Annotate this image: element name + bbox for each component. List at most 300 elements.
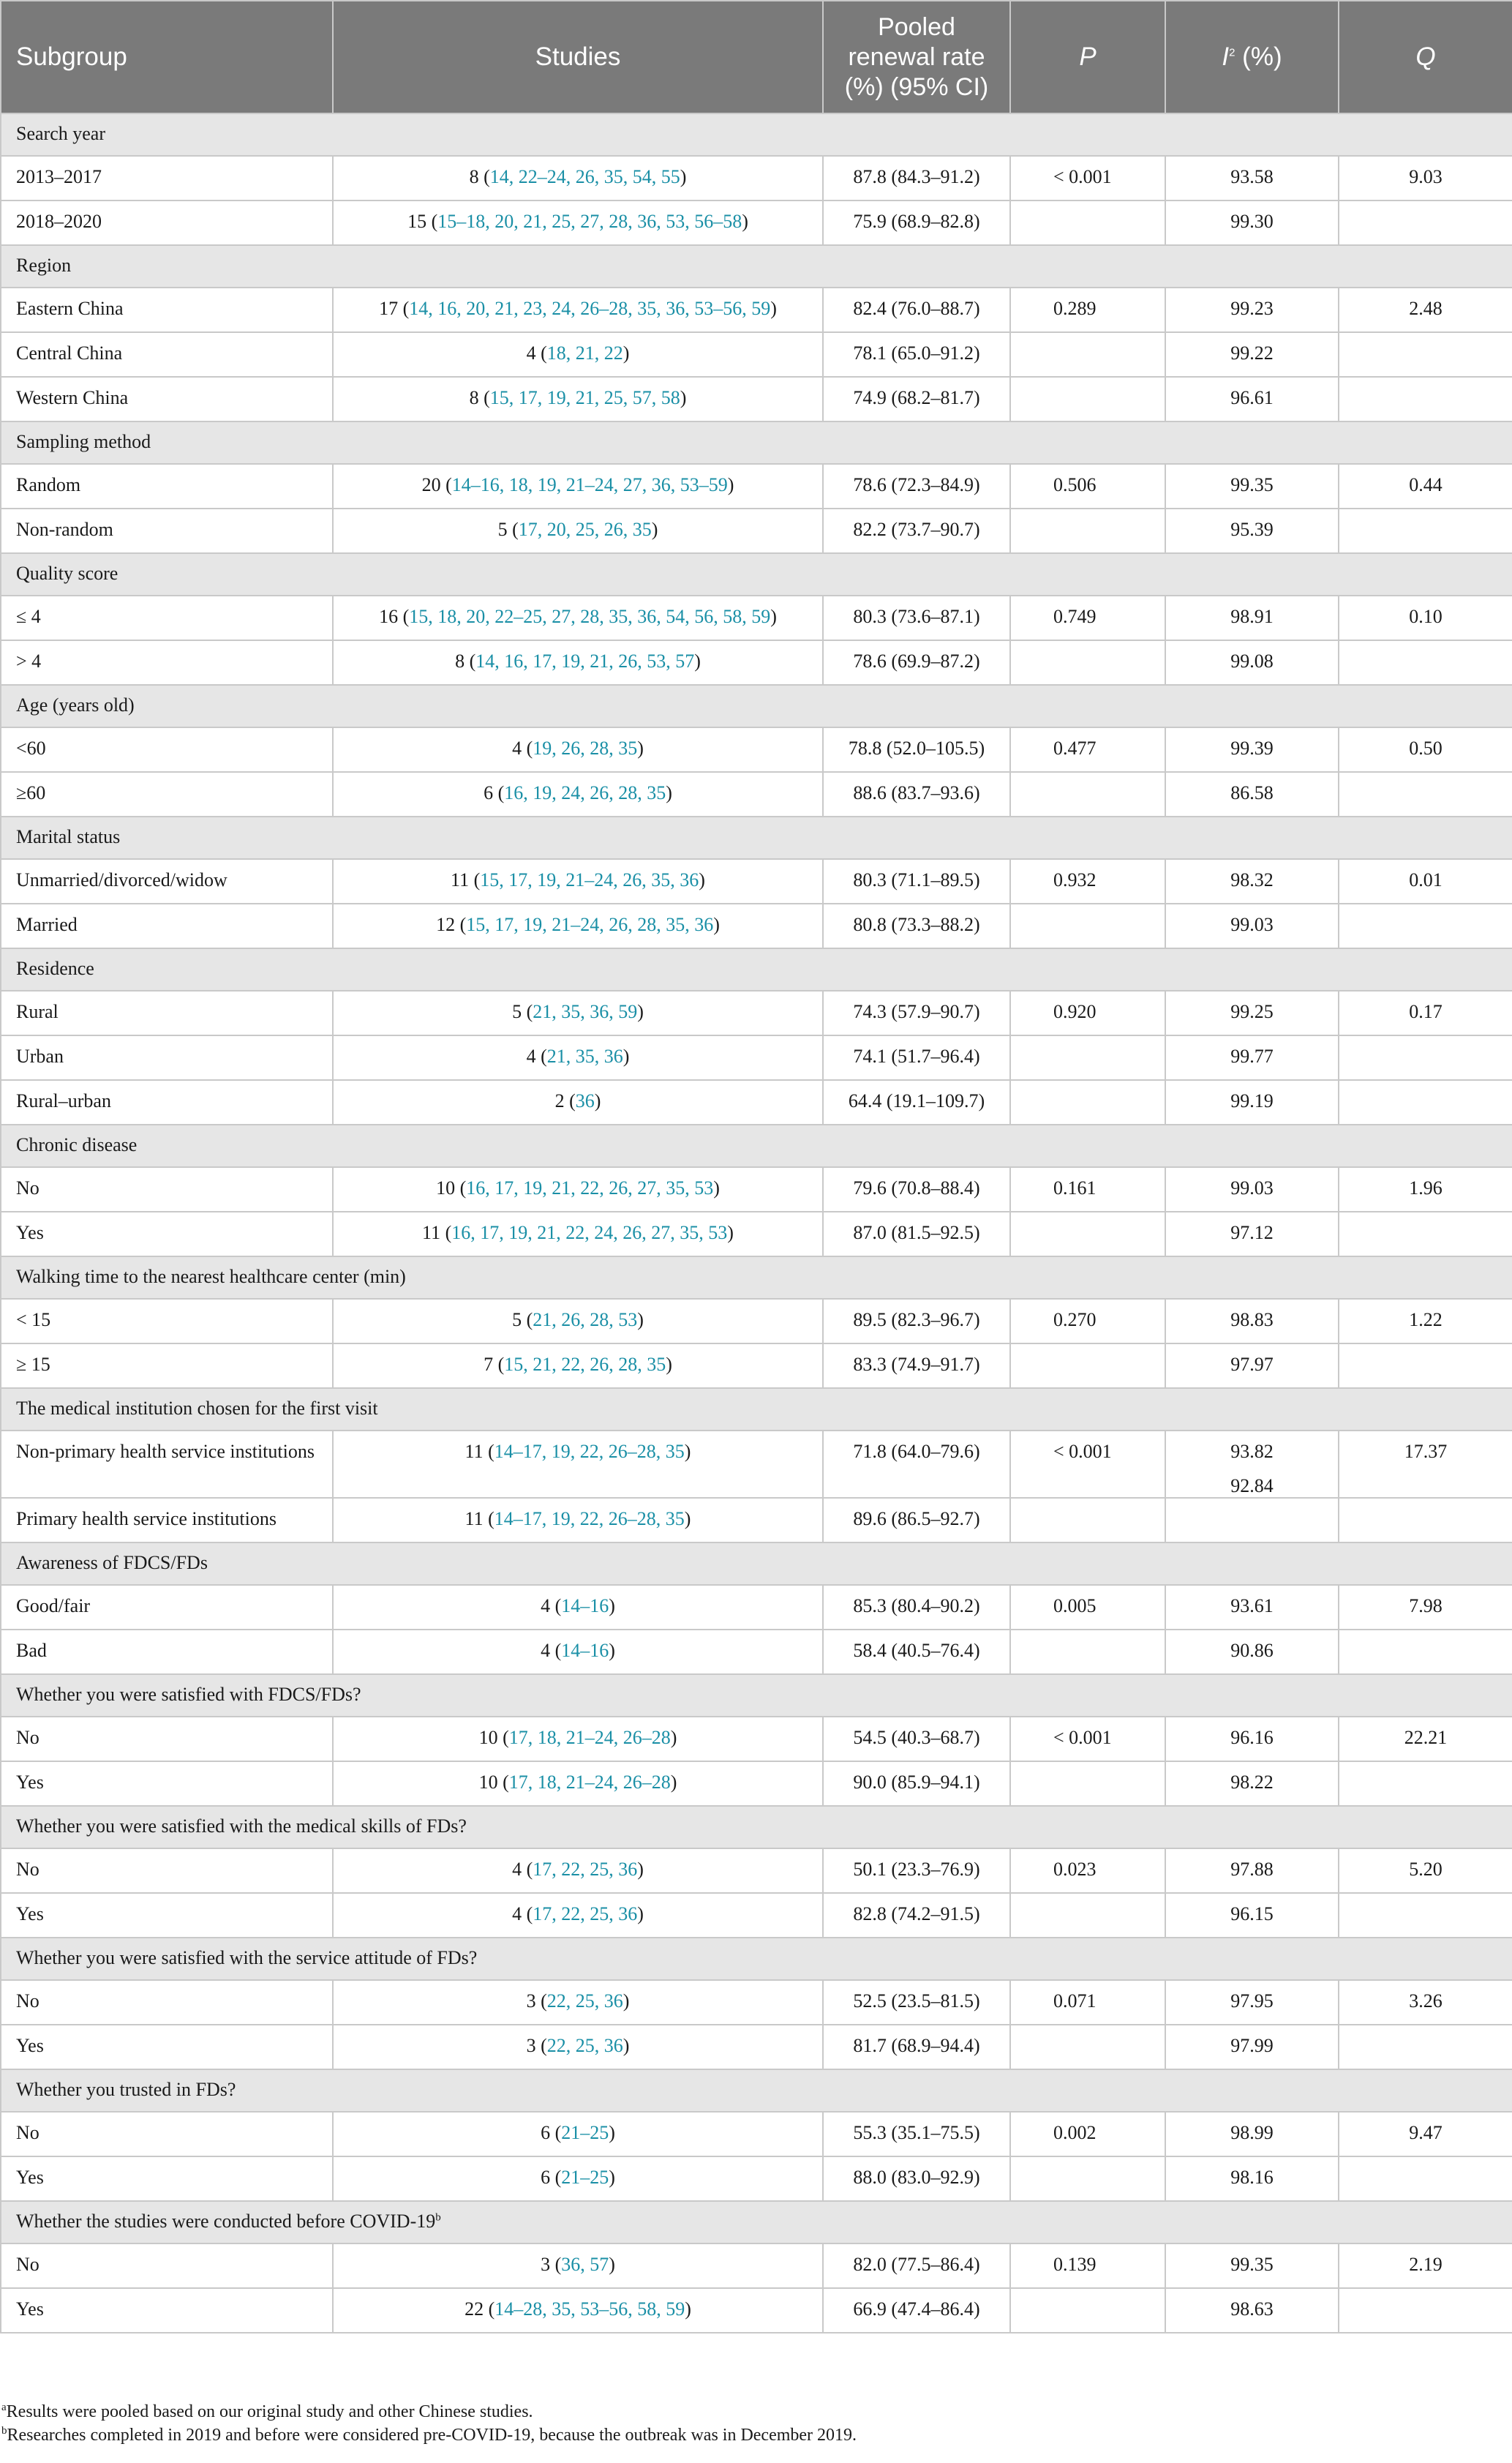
q-value: 0.10 — [1339, 596, 1512, 640]
i2-value: 99.19 — [1165, 1080, 1339, 1125]
header-pooled-line3: (%) (95% CI) — [844, 72, 989, 101]
study-count: 7 — [484, 1354, 494, 1375]
i2-value: 98.63 — [1165, 2288, 1339, 2333]
studies-cell: 17 (14, 16, 20, 21, 23, 24, 26–28, 35, 36, 53–56, 59) — [333, 288, 823, 332]
study-count: 10 — [478, 1727, 498, 1748]
q-value: 9.03 — [1339, 156, 1512, 200]
reference-links[interactable]: 14, 16, 17, 19, 21, 26, 53, 57 — [475, 651, 695, 672]
reference-links[interactable]: 17, 22, 25, 36 — [533, 1903, 638, 1924]
table-row — [1, 332, 1512, 377]
pooled-rate: 82.8 (74.2–91.5) — [823, 1893, 1010, 1938]
p-value — [1010, 377, 1165, 421]
footnote-a: $^a$Results were pooled based on our original study and other Chinese studies. — [1, 2402, 533, 2421]
studies-cell: 3 (22, 25, 36) — [333, 1980, 823, 2025]
p-value: 0.749 — [1010, 596, 1165, 640]
reference-links[interactable]: 17, 22, 25, 36 — [533, 1859, 638, 1880]
table-row — [1, 1630, 1512, 1674]
q-value — [1339, 1080, 1512, 1125]
studies-cell: 4 (21, 35, 36) — [333, 1035, 823, 1080]
q-value — [1339, 1498, 1512, 1542]
group-header-row — [1, 2069, 1512, 2112]
subgroup-name: 2018–2020 — [1, 200, 333, 245]
table-row — [1, 1761, 1512, 1806]
group-header-row — [1, 421, 1512, 464]
reference-links[interactable]: 15, 17, 19, 21, 25, 57, 58 — [489, 387, 680, 408]
reference-links[interactable]: 17, 20, 25, 26, 35 — [518, 519, 652, 540]
reference-links[interactable]: 21, 35, 36 — [546, 1046, 623, 1067]
p-value — [1010, 1035, 1165, 1080]
studies-cell: 6 (16, 19, 24, 26, 28, 35) — [333, 772, 823, 817]
group-header-row — [1, 2201, 1512, 2243]
i2-value: 96.15 — [1165, 1893, 1339, 1938]
i2-value: 86.58 — [1165, 772, 1339, 817]
q-value: 0.44 — [1339, 464, 1512, 509]
i2-value: 97.95 — [1165, 1980, 1339, 2025]
group-label: Chronic disease — [1, 1125, 1512, 1167]
i2-value: 98.16 — [1165, 2156, 1339, 2201]
q-value — [1339, 377, 1512, 421]
group-label: Whether you were satisfied with the medical skills of FDs? — [1, 1806, 1512, 1848]
p-value: < 0.001 — [1010, 1717, 1165, 1761]
i2-value: 99.08 — [1165, 640, 1339, 685]
i2-value: 99.30 — [1165, 200, 1339, 245]
header-subgroup: Subgroup — [1, 1, 333, 113]
q-value: 5.20 — [1339, 1848, 1512, 1893]
reference-links[interactable]: 14, 16, 20, 21, 23, 24, 26–28, 35, 36, 53–56, 59 — [409, 298, 771, 319]
q-value: 0.01 — [1339, 859, 1512, 904]
subgroup-name: Central China — [1, 332, 333, 377]
group-header-row — [1, 1674, 1512, 1717]
table-row — [1, 1167, 1512, 1212]
pooled-rate: 85.3 (80.4–90.2) — [823, 1585, 1010, 1630]
pooled-rate: 82.4 (76.0–88.7) — [823, 288, 1010, 332]
reference-links[interactable]: 14–17, 19, 22, 26–28, 35 — [494, 1508, 685, 1529]
header-p: P — [1010, 1, 1165, 113]
pooled-rate: 80.8 (73.3–88.2) — [823, 904, 1010, 948]
study-count: 22 — [464, 2298, 484, 2320]
pooled-rate: 80.3 (73.6–87.1) — [823, 596, 1010, 640]
group-header-row — [1, 1388, 1512, 1431]
subgroup-name: Western China — [1, 377, 333, 421]
pooled-rate: 90.0 (85.9–94.1) — [823, 1761, 1010, 1806]
study-count: 4 — [526, 1046, 536, 1067]
p-value: 0.270 — [1010, 1299, 1165, 1343]
subgroup-name: Random — [1, 464, 333, 509]
p-value — [1010, 1343, 1165, 1388]
i2-value: 93.61 — [1165, 1585, 1339, 1630]
group-header-row — [1, 685, 1512, 727]
study-count: 10 — [478, 1772, 498, 1793]
header-pooled-line2: renewal rate — [848, 42, 985, 71]
q-value — [1339, 1630, 1512, 1674]
group-header-row — [1, 1938, 1512, 1980]
reference-links[interactable]: 17, 18, 21–24, 26–28 — [508, 1727, 671, 1748]
subgroup-name: > 4 — [1, 640, 333, 685]
studies-cell: 2 (36) — [333, 1080, 823, 1125]
study-count: 4 — [512, 738, 522, 759]
p-value: < 0.001 — [1010, 156, 1165, 200]
reference-links[interactable]: 36 — [575, 1090, 595, 1111]
table-body — [1, 113, 1512, 2333]
i2-value: 97.97 — [1165, 1343, 1339, 1388]
reference-links[interactable]: 14–16, 18, 19, 21–24, 27, 36, 53–59 — [451, 474, 728, 495]
reference-links[interactable]: 22, 25, 36 — [546, 1990, 623, 2012]
group-header-row — [1, 817, 1512, 859]
subgroup-name: Yes — [1, 1212, 333, 1256]
reference-links[interactable]: 21, 35, 36, 59 — [533, 1001, 638, 1022]
p-value — [1010, 2156, 1165, 2201]
reference-links[interactable]: 17, 18, 21–24, 26–28 — [508, 1772, 671, 1793]
pooled-rate: 78.1 (65.0–91.2) — [823, 332, 1010, 377]
studies-cell: 4 (14–16) — [333, 1630, 823, 1674]
table-row — [1, 1893, 1512, 1938]
i2-value: 99.35 — [1165, 2243, 1339, 2288]
subgroup-name: Unmarried/divorced/widow — [1, 859, 333, 904]
study-count: 11 — [464, 1508, 484, 1529]
p-value — [1010, 640, 1165, 685]
study-count: 5 — [512, 1309, 522, 1330]
q-value: 9.47 — [1339, 2112, 1512, 2156]
i2-value: 99.03 — [1165, 904, 1339, 948]
q-value: 3.26 — [1339, 1980, 1512, 2025]
q-value — [1339, 640, 1512, 685]
q-value — [1339, 509, 1512, 553]
pooled-rate: 74.9 (68.2–81.7) — [823, 377, 1010, 421]
header-row — [1, 1, 1512, 113]
reference-links[interactable]: 21, 26, 28, 53 — [533, 1309, 638, 1330]
pooled-rate: 83.3 (74.9–91.7) — [823, 1343, 1010, 1388]
studies-cell: 11 (14–17, 19, 22, 26–28, 35) — [333, 1431, 823, 1498]
pooled-rate: 64.4 (19.1–109.7) — [823, 1080, 1010, 1125]
studies-cell: 20 (14–16, 18, 19, 21–24, 27, 36, 53–59) — [333, 464, 823, 509]
subgroup-name: <60 — [1, 727, 333, 772]
table-row — [1, 991, 1512, 1035]
i2-value: 98.99 — [1165, 2112, 1339, 2156]
table-row — [1, 1080, 1512, 1125]
studies-cell: 10 (17, 18, 21–24, 26–28) — [333, 1717, 823, 1761]
q-value: 1.96 — [1339, 1167, 1512, 1212]
i2-value: 99.25 — [1165, 991, 1339, 1035]
i2-value: 99.39 — [1165, 727, 1339, 772]
i2-value: 93.82 92.84 — [1165, 1431, 1339, 1498]
studies-cell: 3 (22, 25, 36) — [333, 2025, 823, 2069]
q-value — [1339, 2156, 1512, 2201]
i2-value: 99.35 — [1165, 464, 1339, 509]
table-row — [1, 156, 1512, 200]
studies-cell: 4 (17, 22, 25, 36) — [333, 1893, 823, 1938]
study-count: 17 — [379, 298, 399, 319]
reference-links[interactable]: 15–18, 20, 21, 25, 27, 28, 36, 53, 56–58 — [437, 211, 742, 232]
pooled-rate: 80.3 (71.1–89.5) — [823, 859, 1010, 904]
studies-cell: 8 (15, 17, 19, 21, 25, 57, 58) — [333, 377, 823, 421]
subgroup-name: ≥60 — [1, 772, 333, 817]
p-value — [1010, 1893, 1165, 1938]
subgroup-name: Rural–urban — [1, 1080, 333, 1125]
pooled-rate: 82.0 (77.5–86.4) — [823, 2243, 1010, 2288]
studies-cell: 5 (21, 26, 28, 53) — [333, 1299, 823, 1343]
footnote-b: $^b$Researches completed in 2019 and before were considered pre-COVID-19, because the outbreak was in December 2019. — [1, 2425, 857, 2445]
study-count: 6 — [484, 782, 494, 803]
q-value: 1.22 — [1339, 1299, 1512, 1343]
subgroup-name: Bad — [1, 1630, 333, 1674]
i2-value: 97.88 — [1165, 1848, 1339, 1893]
reference-links[interactable]: 36, 57 — [561, 2254, 609, 2275]
p-value — [1010, 200, 1165, 245]
p-value: 0.005 — [1010, 1585, 1165, 1630]
subgroup-name: Yes — [1, 2025, 333, 2069]
p-value — [1010, 1761, 1165, 1806]
i2-value: 99.77 — [1165, 1035, 1339, 1080]
study-count: 10 — [436, 1177, 456, 1199]
pooled-rate: 52.5 (23.5–81.5) — [823, 1980, 1010, 2025]
subgroup-name: No — [1, 1167, 333, 1212]
q-value — [1339, 1893, 1512, 1938]
q-value — [1339, 1212, 1512, 1256]
group-header-row — [1, 1256, 1512, 1299]
study-count: 3 — [526, 2035, 536, 2056]
reference-links[interactable]: 15, 17, 19, 21–24, 26, 28, 35, 36 — [466, 914, 714, 935]
p-value: 0.920 — [1010, 991, 1165, 1035]
p-value — [1010, 509, 1165, 553]
table-row — [1, 464, 1512, 509]
study-count: 8 — [455, 651, 465, 672]
study-count: 11 — [422, 1222, 441, 1243]
pooled-rate: 89.5 (82.3–96.7) — [823, 1299, 1010, 1343]
study-count: 5 — [497, 519, 508, 540]
i2-value — [1165, 1498, 1339, 1542]
reference-links[interactable]: 19, 26, 28, 35 — [533, 738, 638, 759]
subgroup-name: Yes — [1, 2156, 333, 2201]
reference-links[interactable]: 21–25 — [561, 2122, 609, 2143]
group-label: Awareness of FDCS/FDs — [1, 1542, 1512, 1585]
i2-value: 97.12 — [1165, 1212, 1339, 1256]
p-value — [1010, 1080, 1165, 1125]
subgroup-name: Rural — [1, 991, 333, 1035]
pooled-rate: 78.8 (52.0–105.5) — [823, 727, 1010, 772]
reference-links[interactable]: 14–16 — [561, 1595, 609, 1616]
reference-links[interactable]: 15, 18, 20, 22–25, 27, 28, 35, 36, 54, 56, 58, 59 — [409, 606, 771, 627]
studies-cell: 4 (14–16) — [333, 1585, 823, 1630]
studies-cell: 11 (15, 17, 19, 21–24, 26, 35, 36) — [333, 859, 823, 904]
pooled-rate: 82.2 (73.7–90.7) — [823, 509, 1010, 553]
subgroup-name: No — [1, 1980, 333, 2025]
group-label: Whether you were satisfied with the service attitude of FDs? — [1, 1938, 1512, 1980]
subgroup-name: Good/fair — [1, 1585, 333, 1630]
q-value: 2.19 — [1339, 2243, 1512, 2288]
q-value — [1339, 1761, 1512, 1806]
i2-value: 99.22 — [1165, 332, 1339, 377]
q-value — [1339, 1343, 1512, 1388]
q-value: 22.21 — [1339, 1717, 1512, 1761]
study-count: 12 — [436, 914, 456, 935]
table-row — [1, 1299, 1512, 1343]
table-row — [1, 596, 1512, 640]
study-count: 6 — [541, 2167, 551, 2188]
study-count: 2 — [554, 1090, 565, 1111]
reference-links[interactable]: 22, 25, 36 — [546, 2035, 623, 2056]
group-header-row — [1, 113, 1512, 156]
table-row — [1, 1717, 1512, 1761]
i2-value: 90.86 — [1165, 1630, 1339, 1674]
p-value: 0.002 — [1010, 2112, 1165, 2156]
p-value: < 0.001 — [1010, 1431, 1165, 1498]
reference-links[interactable]: 14, 22–24, 26, 35, 54, 55 — [489, 166, 680, 187]
pooled-rate: 75.9 (68.9–82.8) — [823, 200, 1010, 245]
reference-links[interactable]: 15, 21, 22, 26, 28, 35 — [504, 1354, 666, 1375]
subgroup-name: ≤ 4 — [1, 596, 333, 640]
studies-cell: 4 (17, 22, 25, 36) — [333, 1848, 823, 1893]
table-row — [1, 859, 1512, 904]
studies-cell: 6 (21–25) — [333, 2112, 823, 2156]
reference-links[interactable]: 16, 19, 24, 26, 28, 35 — [504, 782, 666, 803]
group-label: Whether you trusted in FDs? — [1, 2069, 1512, 2112]
q-value: 0.17 — [1339, 991, 1512, 1035]
group-label: Age (years old) — [1, 685, 1512, 727]
header-pooled-rate — [823, 1, 1010, 113]
table-row — [1, 640, 1512, 685]
p-value: 0.161 — [1010, 1167, 1165, 1212]
study-count: 3 — [541, 2254, 551, 2275]
studies-cell: 5 (17, 20, 25, 26, 35) — [333, 509, 823, 553]
p-value: 0.477 — [1010, 727, 1165, 772]
pooled-rate: 87.0 (81.5–92.5) — [823, 1212, 1010, 1256]
group-label: Sampling method — [1, 421, 1512, 464]
p-value: 0.932 — [1010, 859, 1165, 904]
p-value — [1010, 904, 1165, 948]
group-label: Whether the studies were conducted before COVID-19$^b$ — [1, 2201, 1512, 2243]
p-value — [1010, 1498, 1165, 1542]
q-value: 17.37 — [1339, 1431, 1512, 1498]
studies-cell: 11 (14–17, 19, 22, 26–28, 35) — [333, 1498, 823, 1542]
pooled-rate: 88.0 (83.0–92.9) — [823, 2156, 1010, 2201]
study-count: 3 — [526, 1990, 536, 2012]
table-row — [1, 2112, 1512, 2156]
subgroup-name: Married — [1, 904, 333, 948]
study-count: 5 — [512, 1001, 522, 1022]
study-count: 4 — [541, 1640, 551, 1661]
header-studies: Studies — [333, 1, 823, 113]
group-label: The medical institution chosen for the first visit — [1, 1388, 1512, 1431]
pooled-rate: 55.3 (35.1–75.5) — [823, 2112, 1010, 2156]
subgroup-name: Yes — [1, 2288, 333, 2333]
pooled-rate: 71.8 (64.0–79.6) — [823, 1431, 1010, 1498]
study-count: 6 — [541, 2122, 551, 2143]
studies-cell: 8 (14, 16, 17, 19, 21, 26, 53, 57) — [333, 640, 823, 685]
subgroup-name: ≥ 15 — [1, 1343, 333, 1388]
group-header-row — [1, 245, 1512, 288]
subgroup-name: < 15 — [1, 1299, 333, 1343]
reference-links[interactable]: 15, 17, 19, 21–24, 26, 35, 36 — [480, 869, 699, 891]
subgroup-name: Eastern China — [1, 288, 333, 332]
study-count: 8 — [469, 166, 479, 187]
i2-value: 98.91 — [1165, 596, 1339, 640]
q-value — [1339, 1035, 1512, 1080]
subgroup-name: No — [1, 1717, 333, 1761]
table-row — [1, 1035, 1512, 1080]
group-label: Whether you were satisfied with FDCS/FDs? — [1, 1674, 1512, 1717]
studies-cell: 6 (21–25) — [333, 2156, 823, 2201]
subgroup-name: Primary health service institutions — [1, 1498, 333, 1542]
footnotes — [0, 2400, 1512, 2447]
studies-cell: 4 (18, 21, 22) — [333, 332, 823, 377]
p-value — [1010, 2288, 1165, 2333]
subgroup-name: Non-primary health service institutions — [1, 1431, 333, 1498]
study-count: 15 — [407, 211, 427, 232]
reference-links[interactable]: 18, 21, 22 — [546, 342, 623, 364]
header-i2: $I^2$ (%) — [1165, 1, 1339, 113]
study-count: 4 — [526, 342, 536, 364]
p-value — [1010, 772, 1165, 817]
table-row — [1, 1848, 1512, 1893]
study-count: 20 — [421, 474, 441, 495]
studies-cell: 10 (17, 18, 21–24, 26–28) — [333, 1761, 823, 1806]
table-row — [1, 377, 1512, 421]
table-row — [1, 200, 1512, 245]
table-row — [1, 2025, 1512, 2069]
group-label: Search year — [1, 113, 1512, 156]
group-header-row — [1, 1125, 1512, 1167]
q-value — [1339, 200, 1512, 245]
study-count: 4 — [512, 1859, 522, 1880]
studies-cell: 16 (15, 18, 20, 22–25, 27, 28, 35, 36, 54, 56, 58, 59) — [333, 596, 823, 640]
reference-links[interactable]: 21–25 — [561, 2167, 609, 2188]
studies-cell: 11 (16, 17, 19, 21, 22, 24, 26, 27, 35, 53) — [333, 1212, 823, 1256]
reference-links[interactable]: 14–16 — [561, 1640, 609, 1661]
p-value: 0.071 — [1010, 1980, 1165, 2025]
table-row — [1, 1431, 1512, 1498]
q-value — [1339, 772, 1512, 817]
study-count: 8 — [469, 387, 479, 408]
reference-links[interactable]: 16, 17, 19, 21, 22, 26, 27, 35, 53 — [466, 1177, 714, 1199]
table-row — [1, 1585, 1512, 1630]
pooled-rate: 89.6 (86.5–92.7) — [823, 1498, 1010, 1542]
q-value: 0.50 — [1339, 727, 1512, 772]
i2-value: 96.16 — [1165, 1717, 1339, 1761]
reference-links[interactable]: 16, 17, 19, 21, 22, 24, 26, 27, 35, 53 — [451, 1222, 728, 1243]
header-q: Q — [1339, 1, 1512, 113]
group-header-row — [1, 948, 1512, 991]
table-row — [1, 1498, 1512, 1542]
q-value — [1339, 332, 1512, 377]
study-count: 4 — [541, 1595, 551, 1616]
subgroup-name: 2013–2017 — [1, 156, 333, 200]
table-row — [1, 727, 1512, 772]
subgroup-name: No — [1, 2112, 333, 2156]
q-value — [1339, 2288, 1512, 2333]
pooled-rate: 58.4 (40.5–76.4) — [823, 1630, 1010, 1674]
studies-cell: 12 (15, 17, 19, 21–24, 26, 28, 35, 36) — [333, 904, 823, 948]
study-count: 11 — [451, 869, 470, 891]
p-value — [1010, 1212, 1165, 1256]
p-value: 0.023 — [1010, 1848, 1165, 1893]
studies-cell: 7 (15, 21, 22, 26, 28, 35) — [333, 1343, 823, 1388]
i2-value: 99.23 — [1165, 288, 1339, 332]
studies-cell: 15 (15–18, 20, 21, 25, 27, 28, 36, 53, 56–58) — [333, 200, 823, 245]
reference-links[interactable]: 14–28, 35, 53–56, 58, 59 — [494, 2298, 685, 2320]
i2-value: 96.61 — [1165, 377, 1339, 421]
pooled-rate: 78.6 (69.9–87.2) — [823, 640, 1010, 685]
table-row — [1, 288, 1512, 332]
i2-value: 98.22 — [1165, 1761, 1339, 1806]
reference-links[interactable]: 14–17, 19, 22, 26–28, 35 — [494, 1441, 685, 1462]
i2-value: 97.99 — [1165, 2025, 1339, 2069]
pooled-rate: 54.5 (40.3–68.7) — [823, 1717, 1010, 1761]
subgroup-name: No — [1, 1848, 333, 1893]
pooled-rate: 74.3 (57.9–90.7) — [823, 991, 1010, 1035]
group-label: Region — [1, 245, 1512, 288]
study-count: 16 — [379, 606, 399, 627]
table-row — [1, 2243, 1512, 2288]
